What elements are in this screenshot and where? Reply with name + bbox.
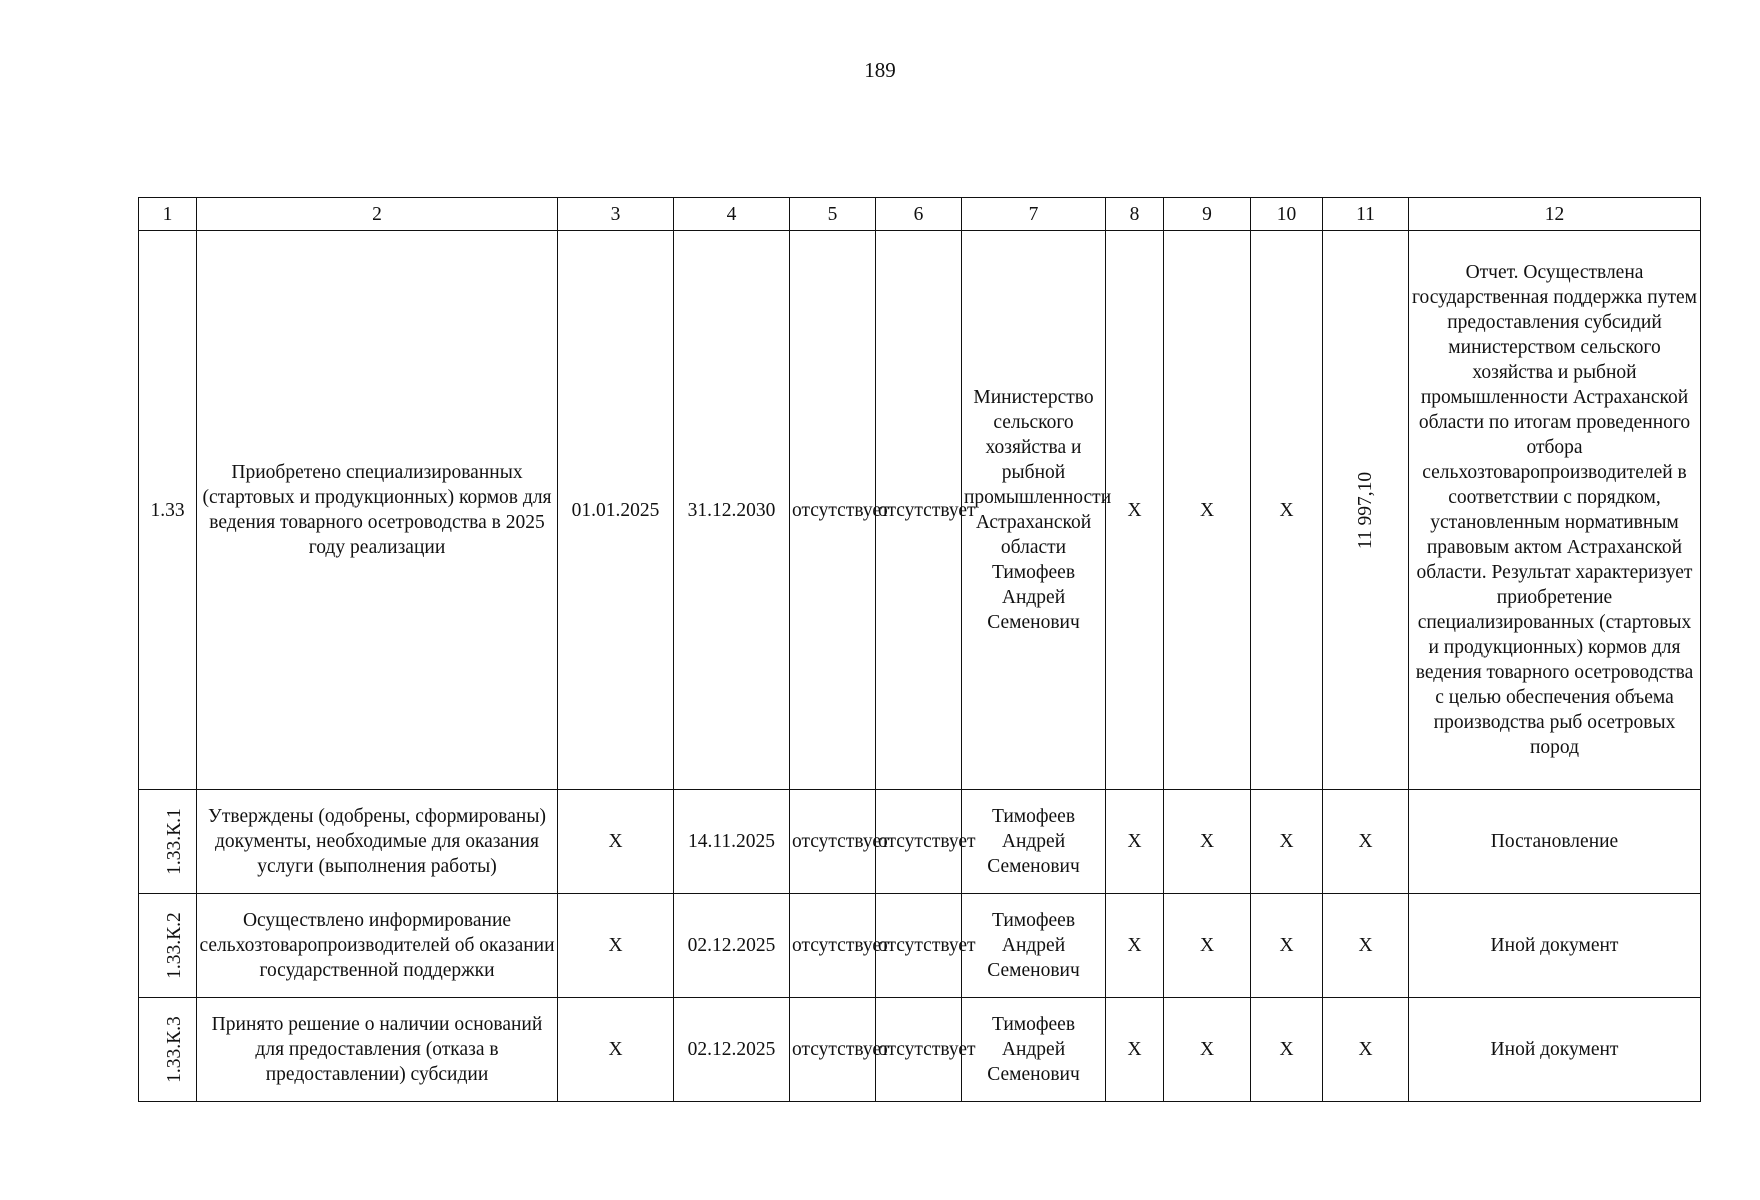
col-header-1: 1 <box>139 198 197 231</box>
col11-value: X <box>1323 894 1409 998</box>
end-date: 14.11.2025 <box>674 790 790 894</box>
page-number: 189 <box>864 58 896 82</box>
row-name: Утверждены (одобрены, сформированы) документы, необходимые для оказания услуги (выполнения работы) <box>197 790 558 894</box>
end-date: 02.12.2025 <box>674 998 790 1102</box>
row-number <box>139 894 197 998</box>
responsible: Тимофеев Андрей Семенович <box>962 998 1106 1102</box>
table-row <box>139 790 1701 894</box>
table-row <box>139 231 1701 790</box>
responsible: Министерство сельского хозяйства и рыбной промышленности Астраханской области Тимофеев Андрей Семенович <box>962 231 1106 790</box>
row-name: Принято решение о наличии оснований для предоставления (отказа в предоставлении) субсидии <box>197 998 558 1102</box>
col9-value: X <box>1164 790 1251 894</box>
col-header-4: 4 <box>674 198 790 231</box>
col5-value: отсутствует <box>790 894 876 998</box>
row-number-text: 1.33.К.3 <box>163 1016 185 1083</box>
col12-value: Отчет. Осуществлена государственная поддержка путем предоставления субсидий министерством сельского хозяйства и рыбной промышленности Астраханской области по итогам проведенного отбора сельхозтоваропроизводителей в соответствии с порядком, установленным нормативным правовым актом Астраханской области. Результат характеризует приобретение специализированных (стартовых и продукционных) кормов для ведения товарного осетроводства с целью обеспечения объема производства рыб осетровых пород <box>1409 231 1701 790</box>
col8-value: X <box>1106 894 1164 998</box>
col5-value: отсутствует <box>790 998 876 1102</box>
start-date: X <box>558 790 674 894</box>
row-number-text: 1.33.К.2 <box>163 912 185 979</box>
end-date: 02.12.2025 <box>674 894 790 998</box>
responsible: Тимофеев Андрей Семенович <box>962 790 1106 894</box>
col-header-8: 8 <box>1106 198 1164 231</box>
col8-value: X <box>1106 790 1164 894</box>
col-header-2: 2 <box>197 198 558 231</box>
report-table <box>138 197 1701 1102</box>
table-row <box>139 894 1701 998</box>
col9-value: X <box>1164 998 1251 1102</box>
col10-value: X <box>1251 790 1323 894</box>
col10-value: X <box>1251 231 1323 790</box>
col-header-12: 12 <box>1409 198 1701 231</box>
col12-value: Иной документ <box>1409 998 1701 1102</box>
col-header-11: 11 <box>1323 198 1409 231</box>
col-header-10: 10 <box>1251 198 1323 231</box>
col9-value: X <box>1164 231 1251 790</box>
col8-value: X <box>1106 998 1164 1102</box>
responsible: Тимофеев Андрей Семенович <box>962 894 1106 998</box>
col12-value: Постановление <box>1409 790 1701 894</box>
col9-value: X <box>1164 894 1251 998</box>
col5-value: отсутствует <box>790 790 876 894</box>
col6-value: отсутствует <box>876 894 962 998</box>
col5-value: отсутствует <box>790 231 876 790</box>
col6-value: отсутствует <box>876 231 962 790</box>
amount-value: 11 997,10 <box>1355 471 1376 549</box>
col-header-5: 5 <box>790 198 876 231</box>
col10-value: X <box>1251 894 1323 998</box>
row-number: 1.33 <box>139 231 197 790</box>
col6-value: отсутствует <box>876 998 962 1102</box>
row-number-text: 1.33.К.1 <box>163 808 185 875</box>
row-number <box>139 790 197 894</box>
start-date: 01.01.2025 <box>558 231 674 790</box>
col-header-6: 6 <box>876 198 962 231</box>
header-row <box>139 198 1701 231</box>
row-name: Приобретено специализированных (стартовых и продукционных) кормов для ведения товарного осетроводства в 2025 году реализации <box>197 231 558 790</box>
row-number <box>139 998 197 1102</box>
col-header-9: 9 <box>1164 198 1251 231</box>
col10-value: X <box>1251 998 1323 1102</box>
col12-value: Иной документ <box>1409 894 1701 998</box>
col11-value: X <box>1323 998 1409 1102</box>
end-date: 31.12.2030 <box>674 231 790 790</box>
col11-value: X <box>1323 790 1409 894</box>
col8-value: X <box>1106 231 1164 790</box>
col6-value: отсутствует <box>876 790 962 894</box>
col11-value <box>1323 231 1409 790</box>
start-date: X <box>558 998 674 1102</box>
start-date: X <box>558 894 674 998</box>
table-row <box>139 998 1701 1102</box>
row-name: Осуществлено информирование сельхозтоваропроизводителей об оказании государственной поддержки <box>197 894 558 998</box>
col-header-7: 7 <box>962 198 1106 231</box>
col-header-3: 3 <box>558 198 674 231</box>
